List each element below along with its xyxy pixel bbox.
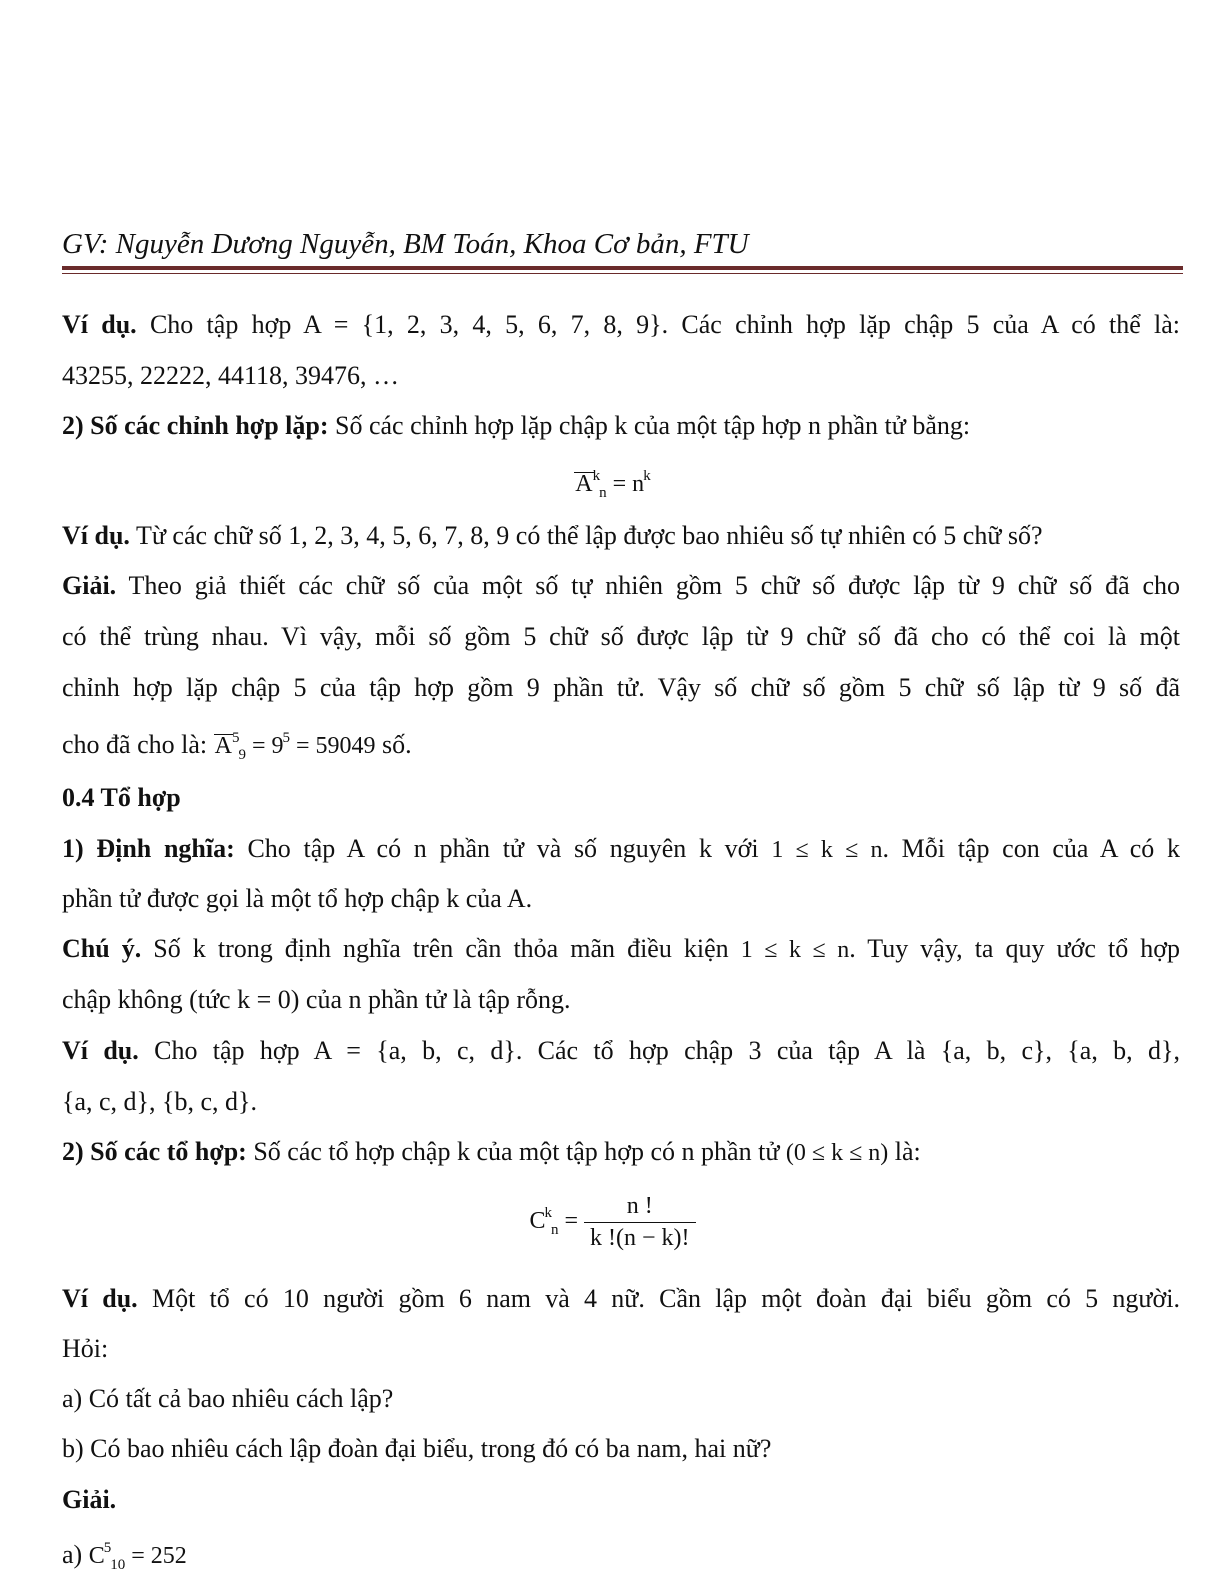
example-1-line-2: 43255, 22222, 44118, 39476, … — [62, 361, 400, 390]
repetition-arrangement-count: 2) Số các chỉnh hợp lặp: Số các chỉnh hợp lặp chập k của một tập hợp n phần tử bằng: — [62, 411, 971, 440]
note-line-1: Chú ý. Số k trong định nghĩa trên cần thỏa mãn điều kiện 1 ≤ k ≤ n. Tuy vậy, ta quy ước tổ hợp — [62, 934, 1181, 963]
example-2-question: Ví dụ. Từ các chữ số 1, 2, 3, 4, 5, 6, 7, 8, 9 có thể lập được bao nhiêu số tự nhiên có 5 chữ số? — [62, 521, 1043, 550]
question-a: a) Có tất cả bao nhiêu cách lập? — [62, 1384, 394, 1413]
note-line-2: chập không (tức k = 0) của n phần tử là tập rỗng. — [62, 985, 571, 1014]
formula-repetition-arrangement: $A^k_n = n^k$ — [575, 468, 651, 501]
header-rule-thick — [62, 266, 1183, 270]
solution-line-2: có thể trùng nhau. Vì vậy, mỗi số gồm 5 chữ số được lập từ 9 chữ số đã cho có thể coi là một — [62, 622, 1180, 651]
header-rule-thin — [62, 273, 1183, 274]
solution-line-1: Giải. Theo giả thiết các chữ số của một số tự nhiên gồm 5 chữ số được lập từ 9 chữ số đã cho — [62, 571, 1180, 600]
example-3-line-2: {a, c, d}, {b, c, d}. — [62, 1087, 258, 1116]
definition-line-1: 1) Định nghĩa: Cho tập A có n phần tử và số nguyên k với 1 ≤ k ≤ n. Mỗi tập con của A có k — [62, 834, 1180, 863]
combination-count: 2) Số các tổ hợp: Số các tổ hợp chập k của một tập hợp có n phần tử (0 ≤ k ≤ n) là: — [62, 1137, 921, 1166]
solution-line-4: cho đã cho là: $A^5_9 = 9^5 = 59049$ số. — [62, 730, 412, 763]
definition-line-2: phần tử được gọi là một tổ hợp chập k của A. — [62, 884, 533, 913]
example-1-line-1: Ví dụ. Cho tập hợp A = {1, 2, 3, 4, 5, 6, 7, 8, 9}. Các chỉnh hợp lặp chập 5 của A có thể là: — [62, 310, 1181, 339]
page-header: GV: Nguyễn Dương Nguyễn, BM Toán, Khoa Cơ bản, FTU — [62, 228, 749, 260]
example-4-line-1: Ví dụ. Một tổ có 10 người gồm 6 nam và 4 nữ. Cần lập một đoàn đại biểu gồm có 5 người. — [62, 1284, 1180, 1313]
answer-a: a) $C^5_{10} = 252$ — [62, 1540, 187, 1573]
section-heading: 0.4 Tổ hợp — [62, 783, 181, 812]
example-4-line-2: Hỏi: — [62, 1334, 109, 1363]
formula-combination: $C^k_n$ = $\frac{n !}{k !(n - k)!}$ — [0, 1193, 1225, 1252]
solution-heading: Giải. — [62, 1485, 117, 1514]
example-3-line-1: Ví dụ. Cho tập hợp A = {a, b, c, d}. Các tổ hợp chập 3 của tập A là {a, b, c}, {a, b, d}, — [62, 1036, 1180, 1065]
question-b: b) Có bao nhiêu cách lập đoàn đại biểu, trong đó có ba nam, hai nữ? — [62, 1434, 772, 1463]
solution-line-3: chỉnh hợp lặp chập 5 của tập hợp gồm 9 phần tử. Vậy số chữ số gồm 5 chữ số lập từ 9 số đã — [62, 673, 1180, 702]
